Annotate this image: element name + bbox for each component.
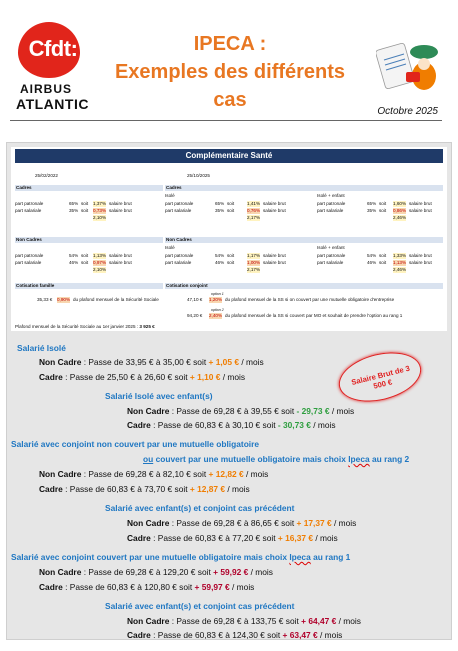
s6-cadre-delta: + 63,47 €: [282, 630, 318, 640]
new-cadres-isole-patronale-pct: 65%: [215, 201, 225, 206]
s2-cadre-label: Cadre: [127, 420, 151, 430]
s3-noncadre-mois: / mois: [245, 469, 269, 479]
new-cadres-enfant-salariale-soit: soit: [379, 208, 387, 213]
old-cadres-patronale-label: part patronale: [15, 201, 44, 206]
header: [0, 0, 458, 125]
famille-text: du plafond mensuel de la Sécurité Sociale: [73, 297, 159, 302]
new-noncadres-enfant-patronale-label: part patronale: [317, 253, 346, 258]
s2-noncadre-line: [127, 406, 354, 416]
old-noncadres-patronale-label: part patronale: [15, 253, 44, 258]
new-cadres-isole-salariale-soit: soit: [227, 208, 235, 213]
mascot-illustration: [376, 38, 442, 96]
logo-airbus-text: AIRBUS: [20, 82, 73, 96]
s6-noncadre-text: : Passe de 69,28 € à 133,75 € soit: [171, 616, 299, 626]
new-noncadres-isole-salariale-soit: soit: [227, 260, 235, 265]
s2-noncadre-label: Non Cadre: [127, 406, 170, 416]
s6-cadre-label: Cadre: [127, 630, 151, 640]
option1-amount: 47,10 €: [187, 297, 203, 302]
section-salarie-isole-enfants: Salarié Isolé avec enfant(s): [105, 391, 213, 401]
new-noncadres-enfant-label: Isolé + enfant: [317, 245, 345, 250]
s3-cadre-mois: / mois: [227, 484, 250, 494]
new-cadres-enfant-patronale-soit: soit: [379, 201, 387, 206]
new-cadres-enfant-salariale-pct: 35%: [367, 208, 377, 213]
old-noncadres-salariale-val: 0,97%: [93, 260, 107, 265]
s5-title-pre: Salarié avec conjoint couvert par une mutuelle obligatoire mais choix: [11, 552, 287, 562]
new-cadres-header: Cadres: [165, 185, 443, 191]
title-line-2: Exemples des différents: [114, 61, 346, 83]
new-cadres-enfant-total: 2,46%: [393, 215, 407, 220]
old-cadres-patronale-soit: soit: [81, 201, 89, 206]
old-cadres-header: Cadres: [15, 185, 163, 191]
section-enfants-conjoint-1: Salarié avec enfant(s) et conjoint cas précédent: [105, 503, 295, 513]
old-noncadres-patronale-brut: salaire brut: [109, 253, 132, 258]
section-conjoint-couvert-rang1: [11, 552, 350, 562]
date-new: 25/10/2025: [187, 173, 210, 178]
s5-cadre-mois: / mois: [232, 582, 255, 592]
old-cadres-salariale-val: 0,73%: [93, 208, 107, 213]
title-line-1: IPECA :: [193, 33, 267, 55]
s2-cadre-delta: - 30,73 €: [277, 420, 311, 430]
s1-cadre-label: Cadre: [39, 372, 63, 382]
s2-cadre-mois: / mois: [313, 420, 336, 430]
s6-noncadre-line: [127, 616, 361, 626]
new-noncadres-header: Non Cadres: [165, 237, 443, 243]
complementaire-sante-table: [11, 147, 447, 331]
s4-cadre-mois: / mois: [315, 533, 338, 543]
old-cadres-salariale-soit: soit: [81, 208, 89, 213]
s1-cadre-text: : Passe de 25,50 € à 26,60 € soit: [65, 372, 188, 382]
new-noncadres-isole-salariale-val: 1,00%: [247, 260, 261, 265]
header-divider: [10, 120, 442, 121]
old-cadres-salariale-label: part salariale: [15, 208, 42, 213]
old-noncadres-header: Non Cadres: [15, 237, 163, 243]
new-cadres-isole-patronale-soit: soit: [227, 201, 235, 206]
new-noncadres-isole-patronale-label: part patronale: [165, 253, 194, 258]
s3-cadre-text: : Passe de 60,83 € à 73,70 € soit: [65, 484, 188, 494]
s3-noncadre-label: Non Cadre: [39, 469, 82, 479]
new-cadres-isole-salariale-val: 0,76%: [247, 208, 261, 213]
old-cadres-patronale-val: 1,37%: [93, 201, 107, 206]
old-cadres-salariale-brut: salaire brut: [109, 208, 132, 213]
s1-noncadre-line: [39, 357, 264, 367]
option1-pct: 1,20%: [209, 297, 223, 302]
old-noncadres-salariale-brut: salaire brut: [109, 260, 132, 265]
new-noncadres-isole-patronale-brut: salaire brut: [263, 253, 286, 258]
new-noncadres-isole-patronale-pct: 54%: [215, 253, 225, 258]
new-cadres-enfant-salariale-label: part salariale: [317, 208, 344, 213]
new-noncadres-isole-patronale-val: 1,17%: [247, 253, 261, 258]
new-noncadres-isole-salariale-brut: salaire brut: [263, 260, 286, 265]
plafond-value: 3 925 €: [139, 324, 155, 329]
new-noncadres-enfant-salariale-pct: 46%: [367, 260, 377, 265]
new-noncadres-enfant-patronale-pct: 54%: [367, 253, 377, 258]
old-noncadres-patronale-pct: 54%: [69, 253, 79, 258]
famille-amount: 35,33 €: [37, 297, 53, 302]
s6-cadre-text: : Passe de 60,83 € à 124,30 € soit: [153, 630, 281, 640]
section-conjoint-non-couvert-sub: [143, 454, 409, 464]
old-noncadres-patronale-val: 1,13%: [93, 253, 107, 258]
s1-noncadre-text: : Passe de 33,95 € à 35,00 € soit: [83, 357, 207, 367]
s3-sub-post: au rang 2: [371, 454, 410, 464]
date-old: 25/02/2022: [35, 173, 58, 178]
s2-noncadre-mois: / mois: [331, 406, 355, 416]
s3-sub-mid: couvert par une mutuelle obligatoire mais choix: [155, 454, 346, 464]
old-noncadres-patronale-soit: soit: [81, 253, 89, 258]
s5-title-post: au rang 1: [313, 552, 351, 562]
s4-noncadre-mois: / mois: [333, 518, 357, 528]
new-cadres-isole-total: 2,17%: [247, 215, 261, 220]
salary-stamp-text: Salaire Brut de 3 500 €: [350, 363, 411, 391]
s3-noncadre-delta: + 12,82 €: [208, 469, 244, 479]
new-cadres-enfant-patronale-brut: salaire brut: [409, 201, 432, 206]
old-noncadres-salariale-label: part salariale: [15, 260, 42, 265]
plafond-text: Plafond mensuel de la Sécurité Sociale au 1er janvier 2025 :: [15, 324, 139, 329]
s3-noncadre-line: [39, 469, 268, 479]
option2-amount: 94,20 €: [187, 313, 203, 318]
new-cadres-isole-salariale-pct: 35%: [215, 208, 225, 213]
new-cadres-enfant-patronale-label: part patronale: [317, 201, 346, 206]
new-noncadres-isole-patronale-soit: soit: [227, 253, 235, 258]
new-cadres-isole-patronale-val: 1,41%: [247, 201, 261, 206]
s5-noncadre-mois: / mois: [250, 567, 273, 577]
s2-noncadre-text: : Passe de 69,28 € à 39,55 € soit: [171, 406, 295, 416]
old-noncadres-salariale-pct: 46%: [69, 260, 79, 265]
s3-sub-ou: ou: [143, 454, 154, 464]
old-cadres-patronale-brut: salaire brut: [109, 201, 132, 206]
new-cadres-enfant-patronale-val: 1,60%: [393, 201, 407, 206]
s5-noncadre-label: Non Cadre: [39, 567, 82, 577]
new-noncadres-isole-salariale-pct: 46%: [215, 260, 225, 265]
new-cadres-isole-salariale-label: part salariale: [165, 208, 192, 213]
new-cadres-enfant-patronale-pct: 65%: [367, 201, 377, 206]
s3-sub-ipeca: Ipeca: [348, 454, 370, 464]
page-title: [100, 30, 360, 114]
s3-cadre-delta: + 12,87 €: [189, 484, 226, 494]
document-date: Octobre 2025: [377, 106, 438, 117]
s1-noncadre-mois: / mois: [241, 357, 264, 367]
new-noncadres-enfant-salariale-soit: soit: [379, 260, 387, 265]
cotisation-famille-header: Cotisation famille: [15, 283, 163, 289]
s3-cadre-line: [39, 484, 250, 494]
title-line-3: cas: [213, 89, 247, 111]
s2-cadre-text: : Passe de 60,83 € à 30,10 € soit: [153, 420, 276, 430]
new-cadres-enfant-label: Isolé + enfant: [317, 193, 345, 198]
new-noncadres-enfant-patronale-val: 1,33%: [393, 253, 407, 258]
s6-cadre-mois: / mois: [320, 630, 343, 640]
new-noncadres-isole-label: Isolé: [165, 245, 175, 250]
new-noncadres-isole-salariale-label: part salariale: [165, 260, 192, 265]
section-conjoint-non-couvert: Salarié avec conjoint non couvert par une mutuelle obligatoire: [11, 439, 260, 449]
old-noncadres-total: 2,10%: [93, 267, 107, 272]
s5-noncadre-delta: + 59,92 €: [213, 567, 249, 577]
section-enfants-conjoint-2: Salarié avec enfant(s) et conjoint cas précédent: [105, 601, 295, 611]
s1-cadre-delta: + 1,10 €: [189, 372, 221, 382]
s6-noncadre-delta: + 64,47 €: [301, 616, 337, 626]
new-noncadres-isole-total: 2,17%: [247, 267, 261, 272]
s4-cadre-text: : Passe de 60,83 € à 77,20 € soit: [153, 533, 276, 543]
logo-atlantic-text: ATLANTIC: [16, 96, 89, 112]
old-cadres-patronale-pct: 65%: [69, 201, 79, 206]
s2-noncadre-delta: - 29,73 €: [296, 406, 330, 416]
new-cadres-enfant-salariale-brut: salaire brut: [409, 208, 432, 213]
old-noncadres-salariale-soit: soit: [81, 260, 89, 265]
new-noncadres-enfant-total: 2,46%: [393, 267, 407, 272]
s5-noncadre-text: : Passe de 69,28 € à 129,20 € soit: [83, 567, 211, 577]
new-cadres-isole-salariale-brut: salaire brut: [263, 208, 286, 213]
new-noncadres-enfant-patronale-brut: salaire brut: [409, 253, 432, 258]
s1-noncadre-label: Non Cadre: [39, 357, 82, 367]
s5-cadre-line: [39, 582, 254, 592]
s1-noncadre-delta: + 1,05 €: [208, 357, 239, 367]
s1-cadre-line: [39, 372, 245, 382]
s4-noncadre-text: : Passe de 69,28 € à 86,65 € soit: [171, 518, 295, 528]
option2-label: option 2: [211, 308, 224, 312]
s5-cadre-text: : Passe de 60,83 € à 120,80 € soit: [65, 582, 193, 592]
s4-noncadre-label: Non Cadre: [127, 518, 170, 528]
s4-cadre-line: [127, 533, 338, 543]
cotisation-conjoint-header: Cotisation conjoint: [165, 283, 443, 289]
famille-pct: 0,90%: [57, 297, 71, 302]
s5-cadre-label: Cadre: [39, 582, 63, 592]
logo-cfdt-text: Cfdt:: [28, 36, 78, 61]
s1-cadre-mois: / mois: [222, 372, 246, 382]
cfdt-airbus-logo: [12, 22, 94, 112]
new-noncadres-enfant-salariale-label: part salariale: [317, 260, 344, 265]
section-salarie-isole: Salarié Isolé: [17, 343, 66, 353]
plafond-note: [15, 324, 155, 330]
s3-noncadre-text: : Passe de 69,28 € à 82,10 € soit: [83, 469, 207, 479]
new-noncadres-enfant-salariale-val: 1,13%: [393, 260, 407, 265]
s6-cadre-line: [127, 630, 342, 640]
s3-cadre-label: Cadre: [39, 484, 63, 494]
new-cadres-enfant-salariale-val: 0,86%: [393, 208, 407, 213]
s4-noncadre-delta: + 17,37 €: [296, 518, 332, 528]
s5-cadre-delta: + 59,97 €: [194, 582, 230, 592]
s4-cadre-label: Cadre: [127, 533, 151, 543]
s5-title-ipeca: Ipeca: [289, 552, 311, 562]
option1-label: option 1: [211, 292, 224, 296]
s2-cadre-line: [127, 420, 336, 430]
table-title-bar: Complémentaire Santé: [15, 149, 443, 163]
new-noncadres-enfant-salariale-brut: salaire brut: [409, 260, 432, 265]
option1-text: du plafond mensuel de la SS si on couvert par une mutuelle obligatoire d'entreprise: [225, 297, 395, 302]
option2-pct: 2,40%: [209, 313, 223, 318]
s5-noncadre-line: [39, 567, 273, 577]
old-cadres-salariale-pct: 35%: [69, 208, 79, 213]
s4-cadre-delta: + 16,37 €: [277, 533, 314, 543]
new-cadres-isole-patronale-label: part patronale: [165, 201, 194, 206]
s6-noncadre-label: Non Cadre: [127, 616, 170, 626]
s4-noncadre-line: [127, 518, 356, 528]
option2-text: du plafond mensuel de la SS si couvert par MO et souhait de prendre l'option au rang 1: [225, 313, 403, 318]
new-cadres-isole-label: Isolé: [165, 193, 175, 198]
s6-noncadre-mois: / mois: [338, 616, 361, 626]
new-cadres-isole-patronale-brut: salaire brut: [263, 201, 286, 206]
old-cadres-total: 2,10%: [93, 215, 107, 220]
new-noncadres-enfant-patronale-soit: soit: [379, 253, 387, 258]
